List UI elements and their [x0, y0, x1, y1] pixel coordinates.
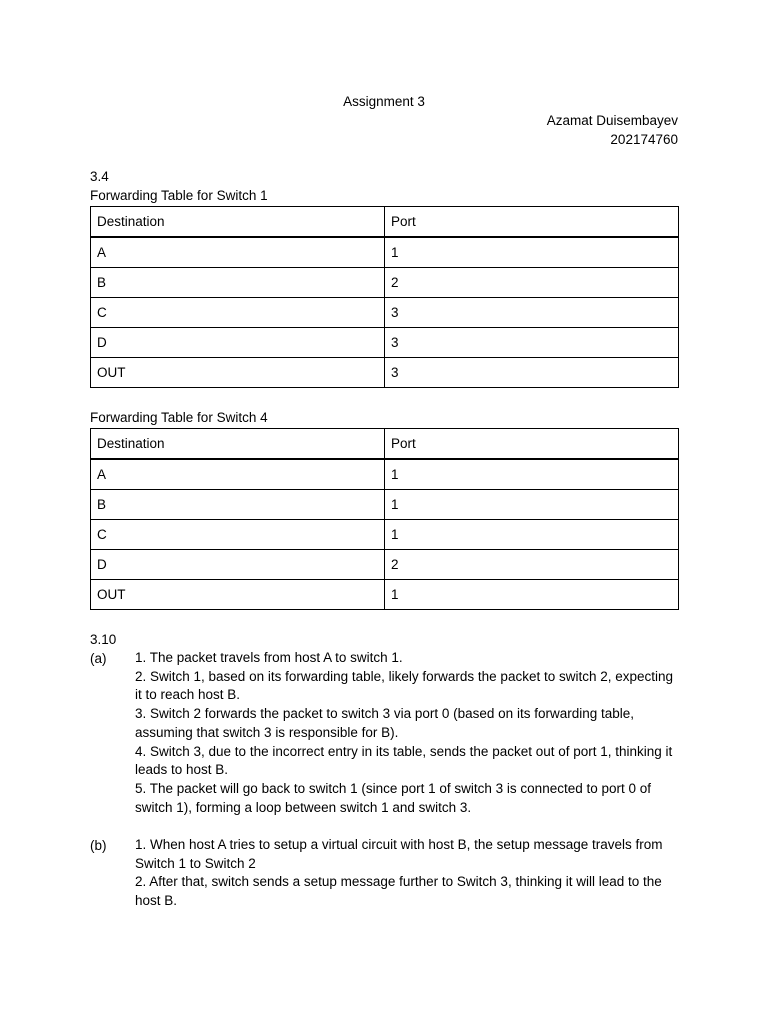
- port-cell: 1: [385, 237, 679, 268]
- destination-cell: B: [91, 268, 385, 298]
- answer-line: 5. The packet will go back to switch 1 (since port 1 of switch 3 is connected to port 0 of switch 1), forming a loop between switch 1 and switch 3.: [135, 780, 652, 815]
- switch1-forwarding-table: [90, 206, 679, 388]
- section-number-3-4: 3.4: [90, 169, 109, 184]
- destination-cell: B: [91, 490, 385, 520]
- port-cell: 3: [385, 328, 679, 358]
- table-row: [91, 237, 679, 268]
- column-header-port: Port: [385, 207, 679, 238]
- student-id: 202174760: [610, 132, 678, 147]
- answer-line: 4. Switch 3, due to the incorrect entry in its table, sends the packet out of port 1, thinking it leads to host B.: [135, 743, 673, 778]
- answer-line: 2. Switch 1, based on its forwarding table, likely forwards the packet to switch 2, expecting it to reach host B.: [135, 668, 674, 703]
- answer-line: 2. After that, switch sends a setup message further to Switch 3, thinking it will lead to the host B.: [135, 874, 662, 909]
- part-a-answer: [135, 649, 680, 817]
- table-row: [91, 490, 679, 520]
- part-a-label: (a): [90, 651, 107, 666]
- table-row: [91, 298, 679, 328]
- answer-line: 1. When host A tries to setup a virtual circuit with host B, the setup message travels from Switch 1 to Switch 2: [135, 837, 663, 871]
- column-header-port: Port: [385, 429, 679, 460]
- port-cell: 2: [385, 550, 679, 580]
- table-row: [91, 550, 679, 580]
- destination-cell: OUT: [91, 580, 385, 610]
- destination-cell: D: [91, 550, 385, 580]
- answer-line: 3. Switch 2 forwards the packet to switch 3 via port 0 (based on its forwarding table, assuming that switch 3 is responsible for B).: [135, 706, 634, 740]
- destination-cell: A: [91, 459, 385, 490]
- table-row: [91, 328, 679, 358]
- part-b-label: (b): [90, 838, 107, 853]
- destination-cell: A: [91, 237, 385, 268]
- port-cell: 3: [385, 358, 679, 388]
- column-header-destination: Destination: [91, 207, 385, 238]
- part-b-answer: [135, 836, 680, 911]
- port-cell: 3: [385, 298, 679, 328]
- answer-line: 1. The packet travels from host A to switch 1.: [135, 650, 403, 665]
- column-header-destination: Destination: [91, 429, 385, 460]
- author-name: Azamat Duisembayev: [546, 113, 678, 128]
- port-cell: 1: [385, 580, 679, 610]
- port-cell: 1: [385, 459, 679, 490]
- destination-cell: C: [91, 298, 385, 328]
- table-header-row: [91, 429, 679, 460]
- port-cell: 1: [385, 520, 679, 550]
- section-number-3-10: 3.10: [90, 632, 117, 647]
- table-row: [91, 580, 679, 610]
- destination-cell: C: [91, 520, 385, 550]
- table1-caption: Forwarding Table for Switch 1: [90, 188, 268, 203]
- document-title: Assignment 3: [343, 94, 425, 109]
- table-row: [91, 268, 679, 298]
- port-cell: 2: [385, 268, 679, 298]
- table-row: [91, 520, 679, 550]
- table-header-row: [91, 207, 679, 238]
- destination-cell: OUT: [91, 358, 385, 388]
- table-row: [91, 358, 679, 388]
- switch4-forwarding-table: [90, 428, 679, 610]
- port-cell: 1: [385, 490, 679, 520]
- table-row: [91, 459, 679, 490]
- destination-cell: D: [91, 328, 385, 358]
- table2-caption: Forwarding Table for Switch 4: [90, 410, 268, 425]
